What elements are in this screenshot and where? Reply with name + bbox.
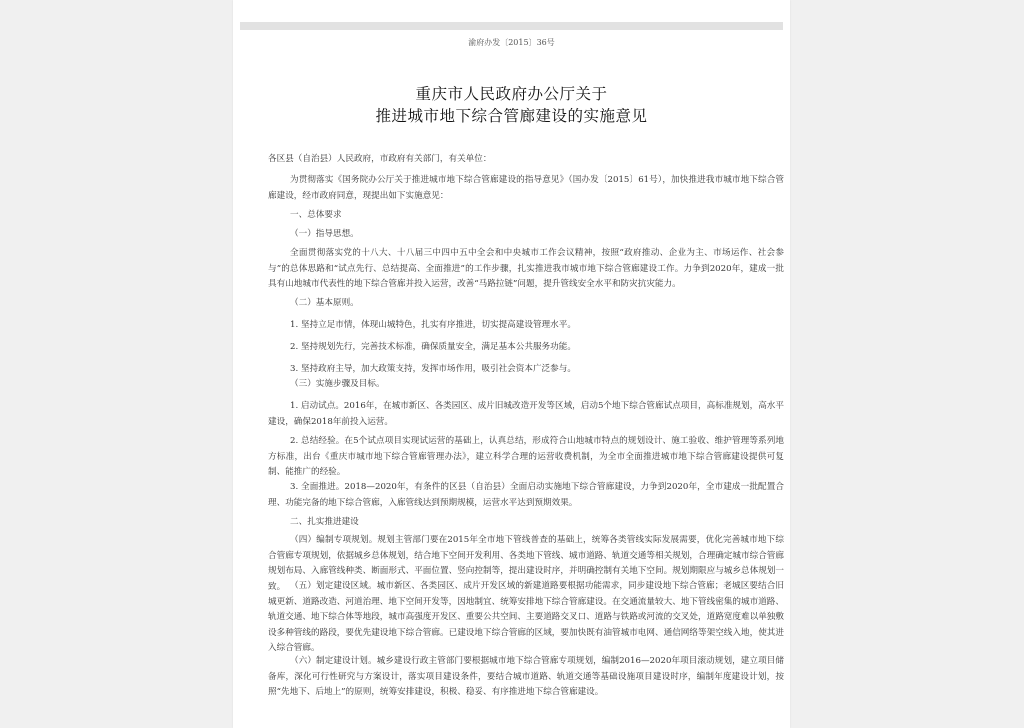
paragraph-construction-plan: （六）制定建设计划。城乡建设行政主管部门要根据城市地下综合管廊专项规划，编制2016—2020年项目滚动规划，建立项目储备库，深化可行性研究与方案设计，落实项目建设条件，要结合城市道路、轨道交通等基础设施项目建设时序，编制年度建设计划，按照“先地下、后地上”的原则，统筹安排建设，积极、稳妥、有序推进地下综合管廊建设。: [268, 656, 784, 698]
section-heading-1: 一、总体要求: [290, 210, 342, 220]
document-number: 渝府办发〔2015〕36号: [468, 38, 555, 47]
step-3-paragraph: 3. 全面推进。2018—2020年，有条件的区县（自治县）全面启动实施地下综合管廊建设，力争到2020年，全市建成一批配置合理、功能完备的地下综合管廊，入廊管线达到预期规模，运营水平达到预期效果。: [268, 482, 784, 508]
page-header-bar: [240, 22, 783, 30]
salutation: 各区县（自治县）人民政府，市政府有关部门，有关单位：: [268, 154, 492, 164]
subsection-heading-steps: （三）实施步骤及目标。: [290, 379, 385, 389]
step-1-paragraph: 1. 启动试点。2016年，在城市新区、各类园区、成片旧城改造开发等区域，启动5个地下综合管廊试点项目，高标准规划，高水平建设，确保2018年前投入运营。: [268, 401, 784, 427]
paragraph-special-plan: （四）编制专项规划。规划主管部门要在2015年全市地下管线普查的基础上，统筹各类管线实际发展需要，优化完善城市地下综合管廊专项规划，依据城乡总体规划，结合地下空间开发利用、各类地下管线、城市道路、轨道交通等相关规划，合理确定城市综合管廊规划布局、入廊管线种类、断面形式、平面位置、竖向控制等，提出建设时序，并明确控制有关地下空间。规划期限应与城乡总体规划一致。: [268, 535, 784, 592]
subsection-heading-principles: （二）基本原则。: [290, 298, 359, 308]
document-title-line-1: 重庆市人民政府办公厅关于: [415, 85, 608, 103]
step-2-paragraph: 2. 总结经验。在5个试点项目实现试运营的基础上，认真总结，形成符合山地城市特点的规划设计、施工验收、维护管理等系列地方标准，出台《重庆市城市地下综合管廊管理办法》，建立科学合理的运营收费机制，为全市全面推进城市地下综合管廊建设提供可复制、能推广的经验。: [268, 436, 784, 478]
principle-2: 2. 坚持规划先行，完善技术标准，确保质量安全，满足基本公共服务功能。: [290, 342, 576, 352]
document-title-line-2: 推进城市地下综合管廊建设的实施意见: [375, 107, 648, 125]
paragraph-construction-area: （五）划定建设区域。城市新区、各类园区、成片开发区域的新建道路要根据功能需求，同步建设地下综合管廊；老城区要结合旧城更新、道路改造、河道治理、地下空间开发等，因地制宜、统筹安排地下综合管廊建设。在交通流量较大、地下管线密集的城市道路、轨道交通、地下综合体等地段，城市高强度开发区、重要公共空间、主要道路交叉口、道路与铁路或河流的交叉处，道路宽度难以单独敷设多种管线的路段，要优先建设地下综合管廊。已建设地下综合管廊的区域，要加快既有油管城市电网、通信网络等架空线入地，使其进入综合管廊。: [268, 581, 784, 654]
subsection-heading-guiding: （一）指导思想。: [290, 229, 359, 239]
intro-paragraph: 为贯彻落实《国务院办公厅关于推进城市地下综合管廊建设的指导意见》（国办发〔2015〕61号），加快推进我市城市地下综合管廊建设，经市政府同意，现提出如下实施意见：: [268, 175, 784, 201]
principle-3: 3. 坚持政府主导，加大政策支持，发挥市场作用，吸引社会资本广泛参与。: [290, 364, 576, 374]
principle-1: 1. 坚持立足市情，体现山城特色，扎实有序推进，切实提高建设管理水平。: [290, 320, 576, 330]
section-heading-2: 二、扎实推进建设: [290, 517, 359, 527]
guiding-paragraph: 全面贯彻落实党的十八大、十八届三中四中五中全会和中央城市工作会议精神，按照“政府推动、企业为主、市场运作、社会参与”的总体思路和“试点先行、总结提高、全面推进”的工作步骤，扎实推进我市城市地下综合管廊建设工作。力争到2020年，建成一批具有山地城市代表性的地下综合管廊并投入运营，改善“马路拉链”问题，提升管线安全水平和防灾抗灾能力。: [268, 248, 784, 290]
